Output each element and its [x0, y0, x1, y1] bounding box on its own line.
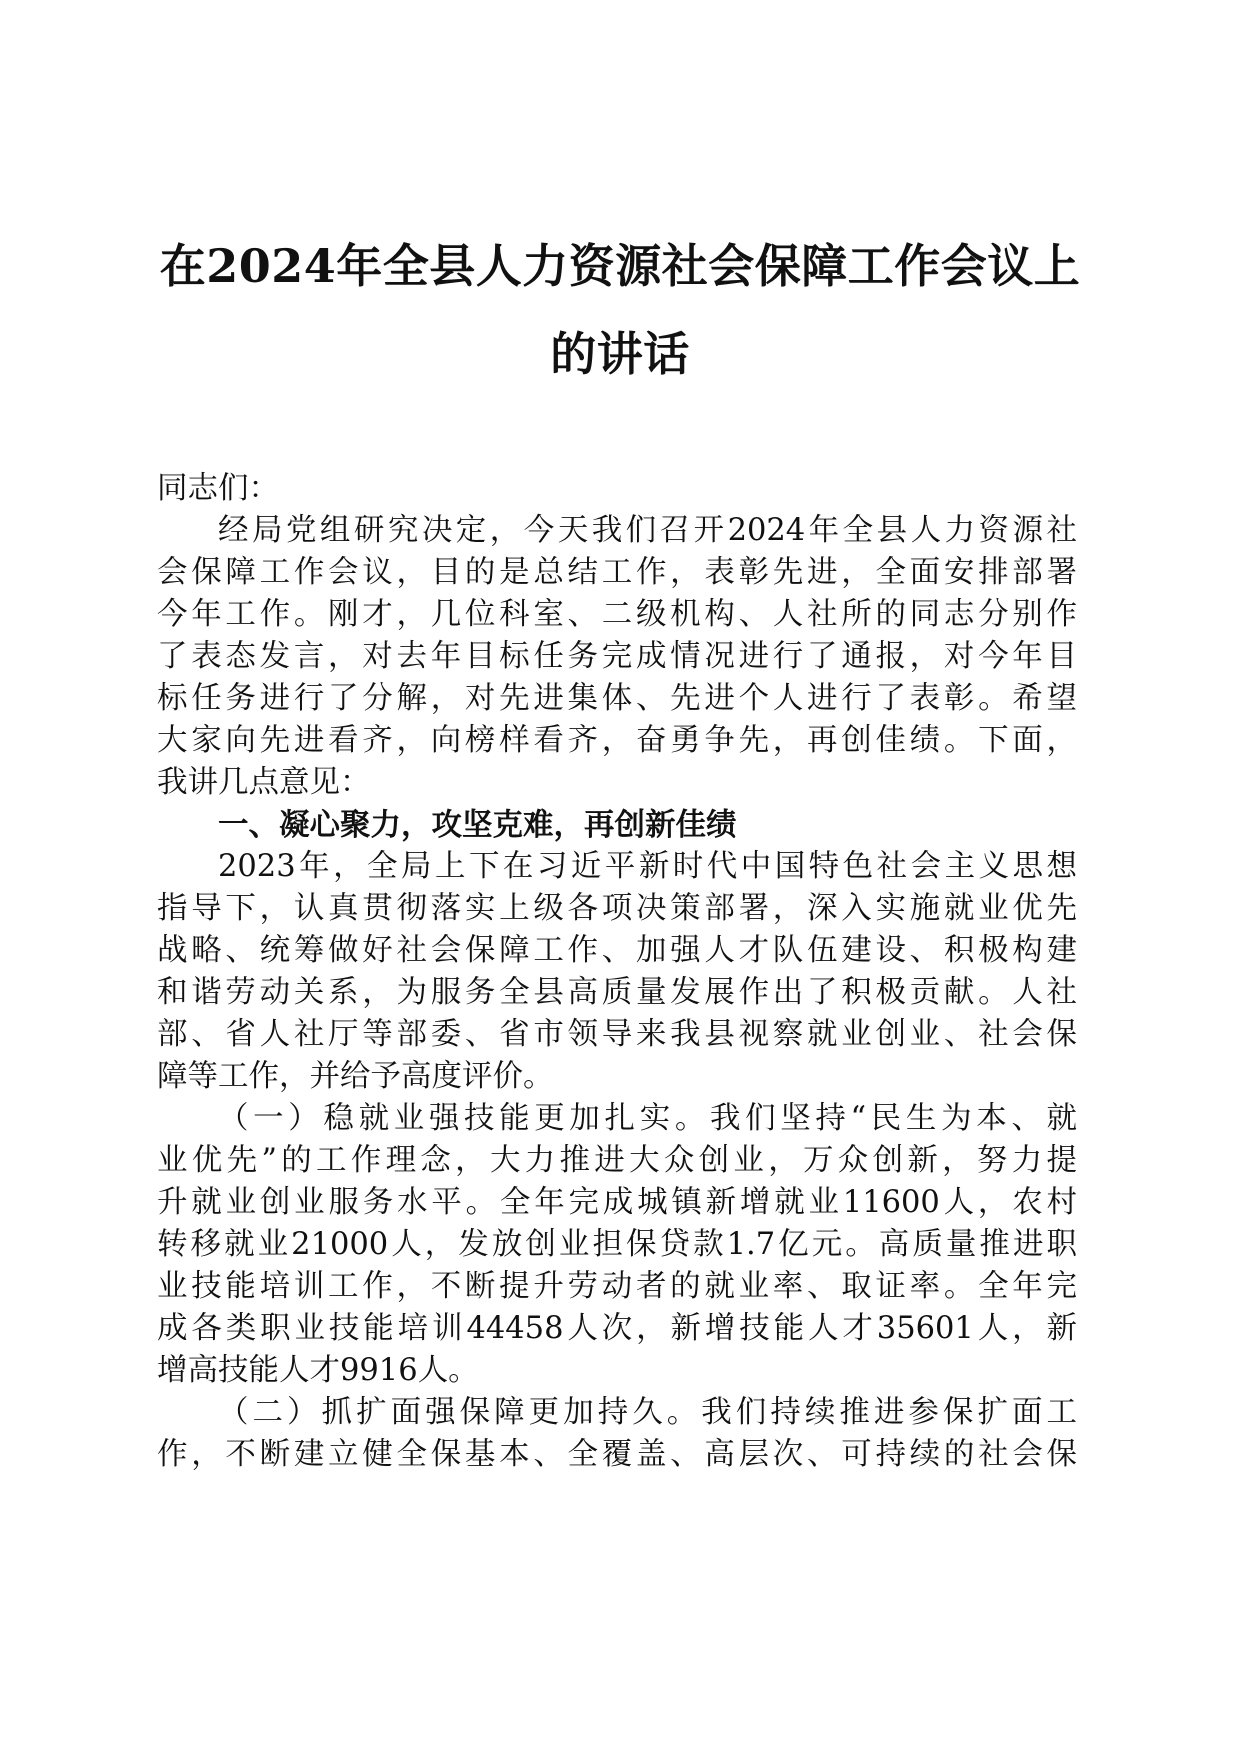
paragraph-line: 增高技能人才9916人。: [157, 1353, 479, 1388]
paragraph-line: 同志们：: [157, 471, 279, 506]
paragraph-line: 升就业创业服务水平。全年完成城镇新增就业11600人，农村: [157, 1185, 1077, 1220]
paragraph-line: 部、省人社厅等部委、省市领导来我县视察就业创业、社会保: [157, 1017, 1077, 1052]
paragraph-line: 转移就业21000人，发放创业担保贷款1.7亿元。高质量推进职: [157, 1227, 1077, 1262]
section-heading: 一、凝心聚力，攻坚克难，再创新佳绩: [218, 807, 737, 843]
paragraph-line: 今年工作。刚才，几位科室、二级机构、人社所的同志分别作: [157, 597, 1077, 632]
paragraph-line: 标任务进行了分解，对先进集体、先进个人进行了表彰。希望: [157, 681, 1077, 716]
paragraph-line: 会保障工作会议，目的是总结工作，表彰先进，全面安排部署: [157, 555, 1077, 590]
paragraph-line: 和谐劳动关系，为服务全县高质量发展作出了积极贡献。人社: [157, 975, 1077, 1010]
document-title: [150, 222, 1090, 398]
paragraph-line: 了表态发言，对去年目标任务完成情况进行了通报，对今年目: [157, 639, 1077, 674]
title-line: 的讲话: [550, 327, 690, 381]
paragraph-line: 障等工作，并给予高度评价。: [157, 1059, 554, 1094]
document-body: [157, 468, 1077, 1476]
paragraph-line: 经局党组研究决定，今天我们召开2024年全县人力资源社: [218, 513, 1077, 548]
title-line: 在2024年全县人力资源社会保障工作会议上: [159, 239, 1081, 293]
paragraph-line: 2023年，全局上下在习近平新时代中国特色社会主义思想: [218, 849, 1077, 884]
paragraph-line: （二）抓扩面强保障更加持久。我们持续推进参保扩面工: [218, 1395, 1077, 1430]
paragraph-line: 战略、统筹做好社会保障工作、加强人才队伍建设、积极构建: [157, 933, 1077, 968]
paragraph-line: （一）稳就业强技能更加扎实。我们坚持“民生为本、就: [218, 1101, 1077, 1136]
paragraph-line: 大家向先进看齐，向榜样看齐，奋勇争先，再创佳绩。下面，: [157, 723, 1077, 758]
paragraph-line: 业优先”的工作理念，大力推进大众创业，万众创新，努力提: [157, 1143, 1077, 1178]
paragraph-line: 我讲几点意见：: [157, 765, 371, 800]
paragraph-line: 成各类职业技能培训44458人次，新增技能人才35601人，新: [157, 1311, 1077, 1346]
paragraph-line: 指导下，认真贯彻落实上级各项决策部署，深入实施就业优先: [157, 891, 1077, 926]
paragraph-line: 业技能培训工作，不断提升劳动者的就业率、取证率。全年完: [157, 1269, 1077, 1304]
paragraph-line: 作，不断建立健全保基本、全覆盖、高层次、可持续的社会保: [157, 1437, 1077, 1472]
